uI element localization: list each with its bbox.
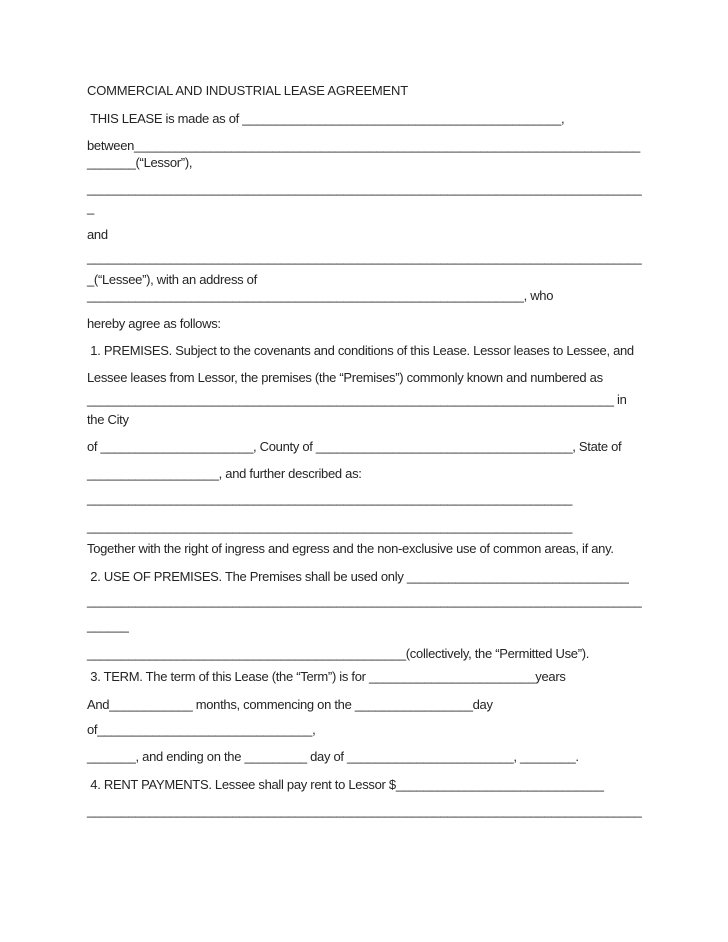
line-term-months-commencing: And____________ months, commencing on the _________________day: [87, 697, 493, 712]
line-state-further-described: ___________________, and further described as:: [87, 466, 362, 481]
line-and: and: [87, 227, 108, 242]
line-term-years: 3. TERM. The term of this Lease (the “Term”) is for ________________________years: [87, 669, 566, 684]
line-rent-payments: 4. RENT PAYMENTS. Lessee shall pay rent to Lessor $______________________________: [87, 777, 604, 792]
line-ingress-egress: Together with the right of ingress and egress and the non-exclusive use of common areas, if any.: [87, 541, 614, 556]
line-lease-date: THIS LEASE is made as of ______________________________________________,: [87, 111, 565, 126]
line-city-county-state: of ______________________, County of _____________________________________, State of: [87, 439, 622, 454]
blank-line-use-1: ________________________________________________________________________________: [87, 593, 642, 608]
blank-line-description-2: ______________________________________________________________________: [87, 519, 573, 534]
line-use-of-premises: 2. USE OF PREMISES. The Premises shall be used only ________________________________: [87, 569, 629, 584]
line-the-city: the City: [87, 412, 129, 427]
blank-line-description-1: ______________________________________________________________________: [87, 491, 573, 506]
document-title: COMMERCIAL AND INDUSTRIAL LEASE AGREEMENT: [87, 83, 408, 98]
line-permitted-use: ______________________________________________(collectively, the “Permitted Use”).: [87, 646, 590, 661]
line-lessee-address-blank: _______________________________________________________________, who: [87, 288, 554, 303]
line-term-month-of: of_______________________________,: [87, 722, 316, 737]
line-between-lessor-blank: between_________________________________________________________________________: [87, 138, 640, 153]
blank-line-1: ________________________________________________________________________________: [87, 181, 642, 196]
line-lessee-address-intro: _(“Lessee”), with an address of: [87, 272, 257, 287]
line-term-ending: _______, and ending on the _________ day of ________________________, ________.: [87, 749, 579, 764]
blank-line-use-short: ______: [87, 618, 129, 633]
blank-line-underscore: _: [87, 200, 94, 215]
line-hereby-agree: hereby agree as follows:: [87, 316, 221, 331]
blank-line-2: ________________________________________________________________________________: [87, 250, 642, 265]
line-premises-address-blank: ____________________________________________________________________________ in: [87, 392, 627, 407]
line-lessor-label: _______(“Lessor”),: [87, 155, 193, 170]
line-premises-clause-1: 1. PREMISES. Subject to the covenants and conditions of this Lease. Lessor leases to Lessee, and: [87, 343, 634, 358]
blank-line-rent: ________________________________________________________________________________: [87, 803, 642, 818]
line-premises-clause-2: Lessee leases from Lessor, the premises (the “Premises”) commonly known and numbered as: [87, 370, 603, 385]
